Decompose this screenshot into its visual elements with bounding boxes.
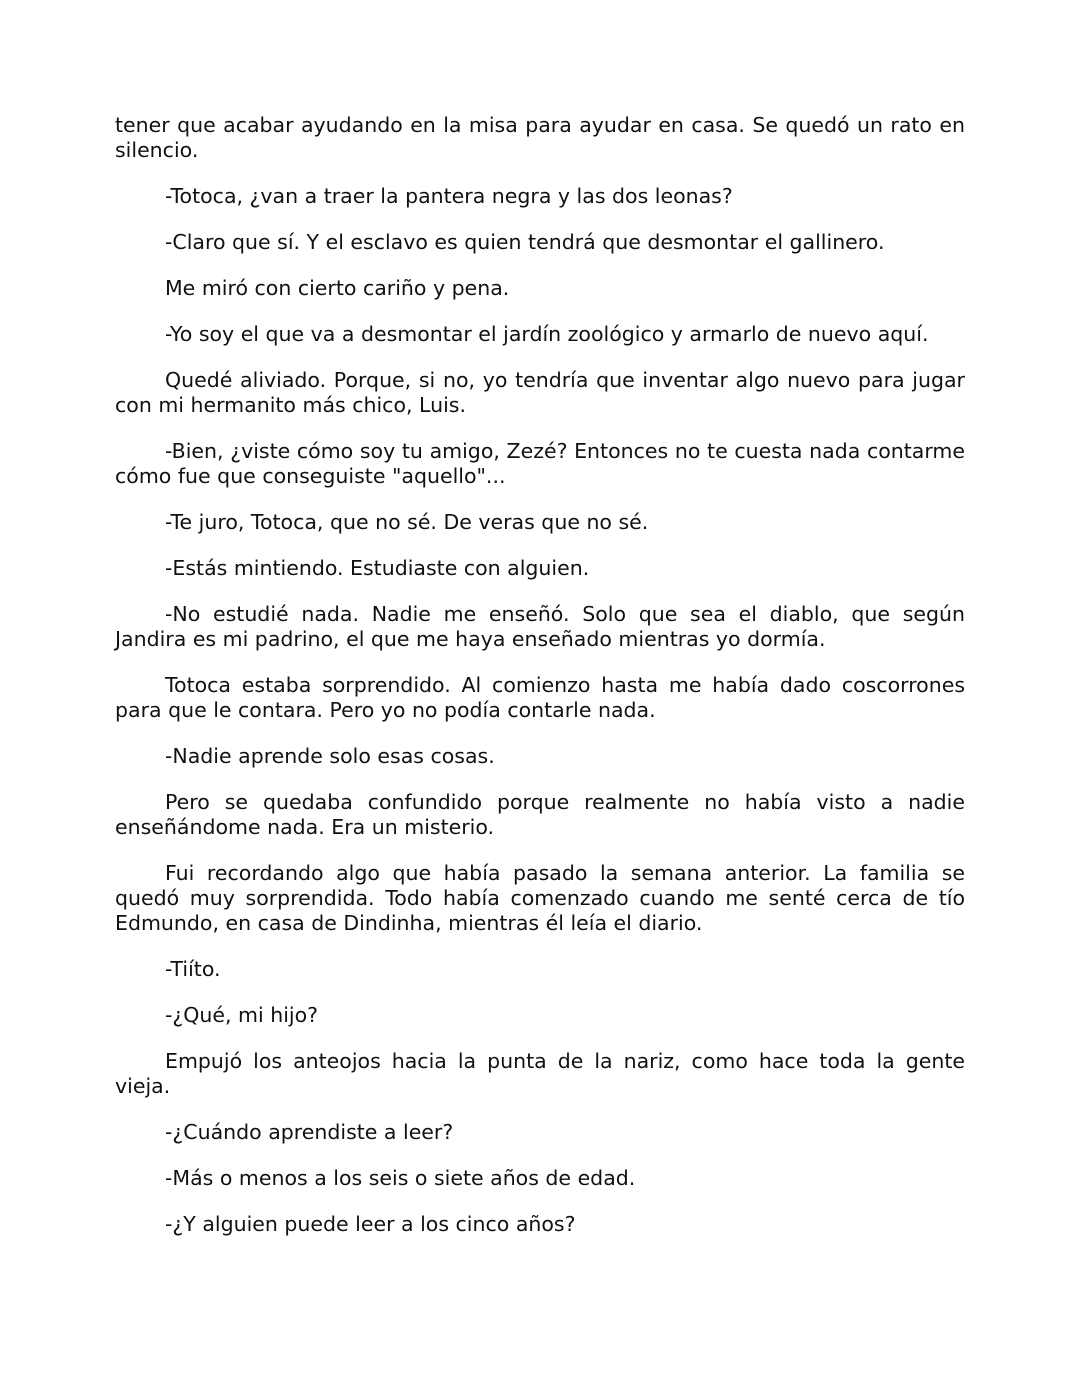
paragraph: tener que acabar ayudando en la misa para ayudar en casa. Se quedó un rato en silencio.: [115, 113, 965, 162]
paragraph: -¿Cuándo aprendiste a leer?: [165, 1120, 454, 1144]
paragraph: -¿Y alguien puede leer a los cinco años?: [165, 1212, 576, 1236]
paragraph: Quedé aliviado. Porque, si no, yo tendría que inventar algo nuevo para jugar con mi hermanito más chico, Luis.: [115, 368, 965, 417]
paragraph: -Yo soy el que va a desmontar el jardín zoológico y armarlo de nuevo aquí.: [165, 322, 929, 346]
paragraph: -Te juro, Totoca, que no sé. De veras que no sé.: [165, 510, 649, 534]
paragraph: Pero se quedaba confundido porque realmente no había visto a nadie enseñándome nada. Era un misterio.: [115, 790, 965, 839]
paragraph: -¿Qué, mi hijo?: [165, 1003, 319, 1027]
paragraph: Totoca estaba sorprendido. Al comienzo hasta me había dado coscorrones para que le contara. Pero yo no podía contarle nada.: [115, 673, 965, 722]
paragraph: -No estudié nada. Nadie me enseñó. Solo que sea el diablo, que según Jandira es mi padrino, el que me haya enseñado mientras yo dormía.: [115, 602, 965, 651]
paragraph: -Tiíto.: [165, 957, 221, 981]
document-page: [115, 113, 965, 1258]
paragraph: -Estás mintiendo. Estudiaste con alguien.: [165, 556, 590, 580]
paragraph: Empujó los anteojos hacia la punta de la nariz, como hace toda la gente vieja.: [115, 1049, 965, 1098]
paragraph: -Claro que sí. Y el esclavo es quien tendrá que desmontar el gallinero.: [165, 230, 885, 254]
paragraph: -Nadie aprende solo esas cosas.: [165, 744, 495, 768]
paragraph: -Más o menos a los seis o siete años de edad.: [165, 1166, 636, 1190]
paragraph: -Totoca, ¿van a traer la pantera negra y las dos leonas?: [165, 184, 733, 208]
paragraph: Fui recordando algo que había pasado la semana anterior. La familia se quedó muy sorprendida. Todo había comenzado cuando me senté cerca de tío Edmundo, en casa de Dindinha, mientras él leía el diario.: [115, 861, 965, 935]
paragraph: -Bien, ¿viste cómo soy tu amigo, Zezé? Entonces no te cuesta nada contarme cómo fue que conseguiste "aquello"...: [115, 439, 965, 488]
paragraph: Me miró con cierto cariño y pena.: [165, 276, 510, 300]
